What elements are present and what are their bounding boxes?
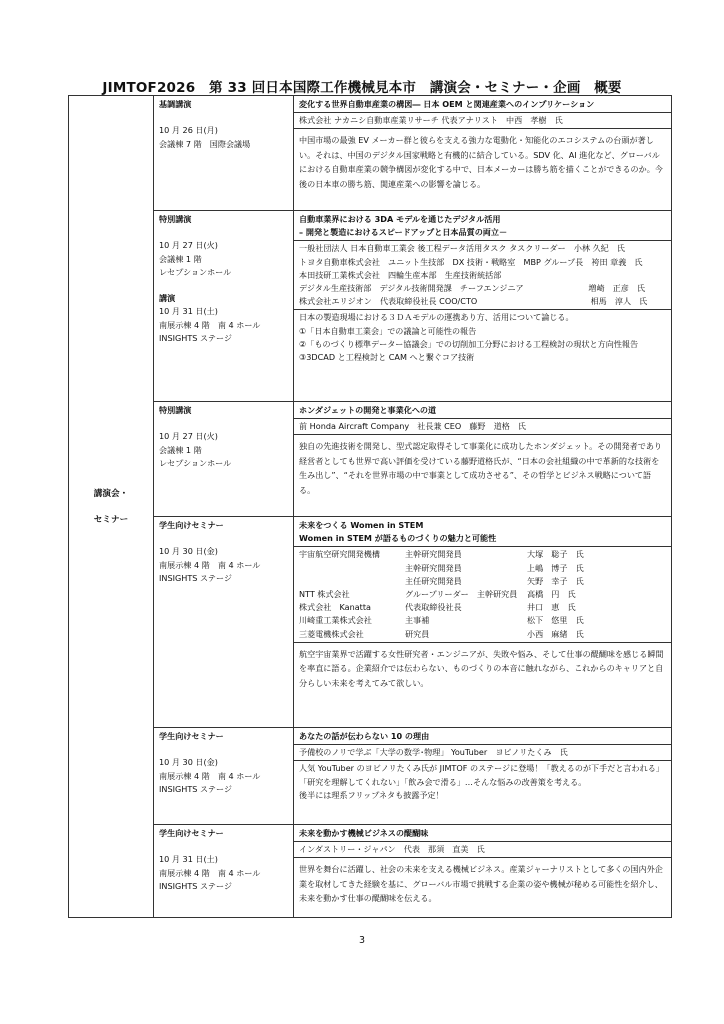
description-line: ③3DCAD と工程検討と CAM へと繋ぐコア技術 [299, 352, 475, 363]
session-venue: レセプションホール [159, 266, 232, 277]
program-table [68, 95, 672, 918]
session-type: 学生向けセミナー [159, 828, 224, 838]
speaker-line: デジタル生産技術部 デジタル技術開発課 チーフエンジニア 増崎 正彦 氏 [299, 283, 646, 294]
session-type: 特別講演 [159, 214, 192, 224]
session-title: 自動車業界における 3DA モデルを通じたデジタル活用 [299, 214, 501, 224]
performer-role: 主幹研究開発員 [405, 562, 462, 573]
session-venue: 会議棟 7 階 国際会議場 [159, 138, 251, 149]
divider [294, 418, 671, 419]
performer-name: 井口 恵 氏 [527, 602, 576, 613]
performer-role: 主任研究開発員 [405, 575, 462, 586]
performer-name: 矢野 幸子 氏 [527, 575, 584, 586]
session-venue: 南展示棟 4 階 南 4 ホール [159, 867, 261, 878]
divider [294, 744, 671, 745]
session-title: 未来を動かす機械ビジネスの醍醐味 [299, 828, 429, 838]
page-number: 3 [358, 935, 366, 946]
performer-role: 主事補 [405, 615, 430, 626]
session-detail [294, 728, 672, 825]
performer-name: 大塚 聡子 氏 [527, 549, 584, 560]
session-type: 学生向けセミナー [159, 520, 224, 530]
performer-role: グループリーダー 主幹研究員 [405, 589, 518, 600]
session-info [154, 96, 294, 211]
speaker-line: 予備校のノリで学ぶ「大学の数学･物理」 YouTuber ヨビノリたくみ 氏 [299, 747, 568, 758]
session-row [69, 211, 672, 402]
session-subtitle: Women in STEM が語るものづくりの魅力と可能性 [299, 533, 497, 544]
performer-org: 宇宙航空研究開発機構 [299, 549, 380, 560]
session-info [154, 402, 294, 517]
divider [294, 240, 671, 241]
divider [294, 841, 671, 842]
session-detail [294, 211, 672, 402]
session-row [69, 96, 672, 211]
session-info [154, 728, 294, 825]
session-row [69, 728, 672, 825]
divider [294, 642, 671, 643]
session-description: 世界を舞台に活躍し、社会の未来を支える機械ビジネス。産業ジャーナリストとして多くの国内外企業を取材してきた経験を基に、グローバル市場で挑戦する企業の姿や機械が秘める可能性を紹介し、未来を動かす仕事の醍醐味を伝える。 [299, 864, 663, 904]
speaker-line: 株式会社エリジオン 代表取締役社長 COO/CTO 相馬 淳人 氏 [299, 296, 648, 307]
page-title: JIMTOF2026 第 33 回日本国際工作機械見本市 講演会・セミナー・企画 概要 [102, 80, 622, 96]
session-date: 10 月 31 日(土) [159, 306, 218, 317]
session-venue: レセプションホール [159, 457, 232, 468]
performer-row [299, 588, 667, 601]
speaker-line: 一般社団法人 日本自動車工業会 後工程データ活用タスク タスクリーダー 小林 久紀 氏 [299, 243, 625, 254]
performer-row [299, 614, 667, 627]
session-venue: INSIGHTS ステージ [159, 332, 233, 343]
performer-org: 川崎重工業株式会社 [299, 615, 372, 626]
session-info [154, 517, 294, 728]
session-venue: INSIGHTS ステージ [159, 572, 233, 583]
session-title: 未来をつくる Women in STEM [299, 520, 424, 530]
performer-org: NTT 株式会社 [299, 589, 350, 600]
performer-row [299, 575, 667, 588]
session-detail [294, 517, 672, 728]
session-date: 10 月 26 日(月) [159, 125, 218, 136]
performer-row [299, 628, 667, 641]
performer-name: 上嶋 博子 氏 [527, 562, 584, 573]
performer-row [299, 562, 667, 575]
session-venue: 南展示棟 4 階 南 4 ホール [159, 770, 261, 781]
performer-role: 代表取締役社長 [405, 602, 462, 613]
session-venue: INSIGHTS ステージ [159, 880, 233, 891]
session-date: 10 月 31 日(土) [159, 854, 218, 865]
category-label-1: 講演会・ [93, 488, 129, 499]
divider [294, 434, 671, 435]
description-line: 「研究を理解してくれない」「飲み会で滑る」…そんな悩みの改善策を考える。 [299, 776, 587, 787]
session-description: 中国市場の最強 EV メーカー群と彼らを支える強力な電動化・知能化のエコシステムの台頭が著しい。それは、中国のデジタル国家戦略と有機的に結合している。SDV 化、AI 進化など、グローバルにおける自動車産業の競争構図が変化する中で、日本メーカーは勝ち筋を描くことができるのか。今後の日本車の勝ち筋、関連産業への影響を論じる。 [299, 135, 663, 189]
session-type: 基調講演 [159, 99, 192, 109]
divider [294, 546, 671, 547]
session-date: 10 月 27 日(火) [159, 240, 218, 251]
speaker-line: インダストリー・ジャパン 代表 那須 直美 氏 [299, 844, 485, 855]
session-subtitle: – 開発と製造におけるスピードアップと日本品質の両立－ [299, 227, 508, 238]
session-venue: 南展示棟 4 階 南 4 ホール [159, 319, 261, 330]
description-line: 人気 YouTuber のヨビノリたくみ氏が JIMTOF のステージに登場！「教えるのが下手だと言われる」 [299, 763, 664, 774]
session-type: 特別講演 [159, 405, 192, 415]
performer-org: 三菱電機株式会社 [299, 628, 364, 639]
performer-org [299, 575, 405, 588]
session-type: 講演 [159, 293, 176, 304]
session-info [154, 825, 294, 918]
session-row [69, 517, 672, 728]
divider [294, 857, 671, 858]
description-line: ①「日本自動車工業会」での議論と可能性の報告 [299, 325, 477, 336]
session-type: 学生向けセミナー [159, 731, 224, 741]
session-description: 独自の先進技術を開発し、型式認定取得そして事業化に成功したホンダジェット。その開発者であり経営者としても世界で高い評価を受けている藤野道格氏が、“日本の会社組織の中で革新的な技術を生み出し”、“それを世界市場の中で事業として成功させる”、その哲学とビジネス戦略について語る。 [299, 441, 663, 495]
session-info [154, 211, 294, 402]
speaker-line: 株式会社 ナカニシ自動車産業リサーチ 代表アナリスト 中西 孝樹 氏 [299, 115, 563, 126]
session-description: 航空宇宙業界で活躍する女性研究者・エンジニアが、失敗や悩み、そして仕事の醍醐味を感じる瞬間を率直に語る。企業紹介では伝わらない、ものづくりの本音に触れながら、これからのキャリアと自分らしい未来を考えてみて欲しい。 [299, 648, 664, 688]
session-title: 変化する世界自動車産業の構図― 日本 OEM と関連産業へのインプリケーション [299, 99, 595, 109]
performer-name: 松下 悠里 氏 [527, 615, 584, 626]
performer-org [299, 562, 405, 575]
performer-role: 研究員 [405, 628, 430, 639]
session-venue: 南展示棟 4 階 南 4 ホール [159, 559, 261, 570]
performer-role: 主幹研究開発員 [405, 549, 462, 560]
performer-org: 株式会社 Kanatta [299, 602, 371, 613]
divider [294, 309, 671, 310]
speaker-line: 前 Honda Aircraft Company 社長兼 CEO 藤野 道格 氏 [299, 421, 526, 432]
performer-row [299, 548, 667, 561]
session-row [69, 402, 672, 517]
performer-row [299, 601, 667, 614]
session-detail [294, 96, 672, 211]
description-line: 後半には理系フリップネタも披露予定！ [299, 789, 444, 800]
category-cell [69, 96, 154, 918]
performer-name: 高橋 円 氏 [527, 589, 576, 600]
session-title: あなたの話が伝わらない 10 の理由 [299, 731, 430, 741]
speaker-line: 本田技研工業株式会社 四輪生産本部 生産技術統括部 [299, 269, 502, 280]
divider [294, 112, 671, 113]
description-line: 日本の製造現場における３ＤＡモデルの運携あり方、活用について論じる。 [299, 312, 574, 323]
category-label-2: セミナー [93, 514, 129, 525]
session-date: 10 月 30 日(金) [159, 757, 218, 768]
divider [294, 128, 671, 129]
session-row [69, 825, 672, 918]
session-date: 10 月 30 日(金) [159, 546, 218, 557]
divider [294, 760, 671, 761]
session-venue: 会議棟 1 階 [159, 253, 202, 264]
performer-name: 小西 麻緒 氏 [527, 628, 584, 639]
description-line: ②「ものづくり標準データー協議会」での切削加工分野における工程検討の現状と方向性報告 [299, 338, 639, 349]
session-title: ホンダジェットの開発と事業化への道 [299, 405, 437, 415]
session-detail [294, 825, 672, 918]
session-venue: 会議棟 1 階 [159, 444, 202, 455]
session-date: 10 月 27 日(火) [159, 431, 218, 442]
session-venue: INSIGHTS ステージ [159, 783, 233, 794]
speaker-line: トヨタ自動車株式会社 ユニット生技部 DX 技術・戦略室 MBP グループ長 袴田 章義 氏 [299, 256, 643, 267]
session-detail [294, 402, 672, 517]
